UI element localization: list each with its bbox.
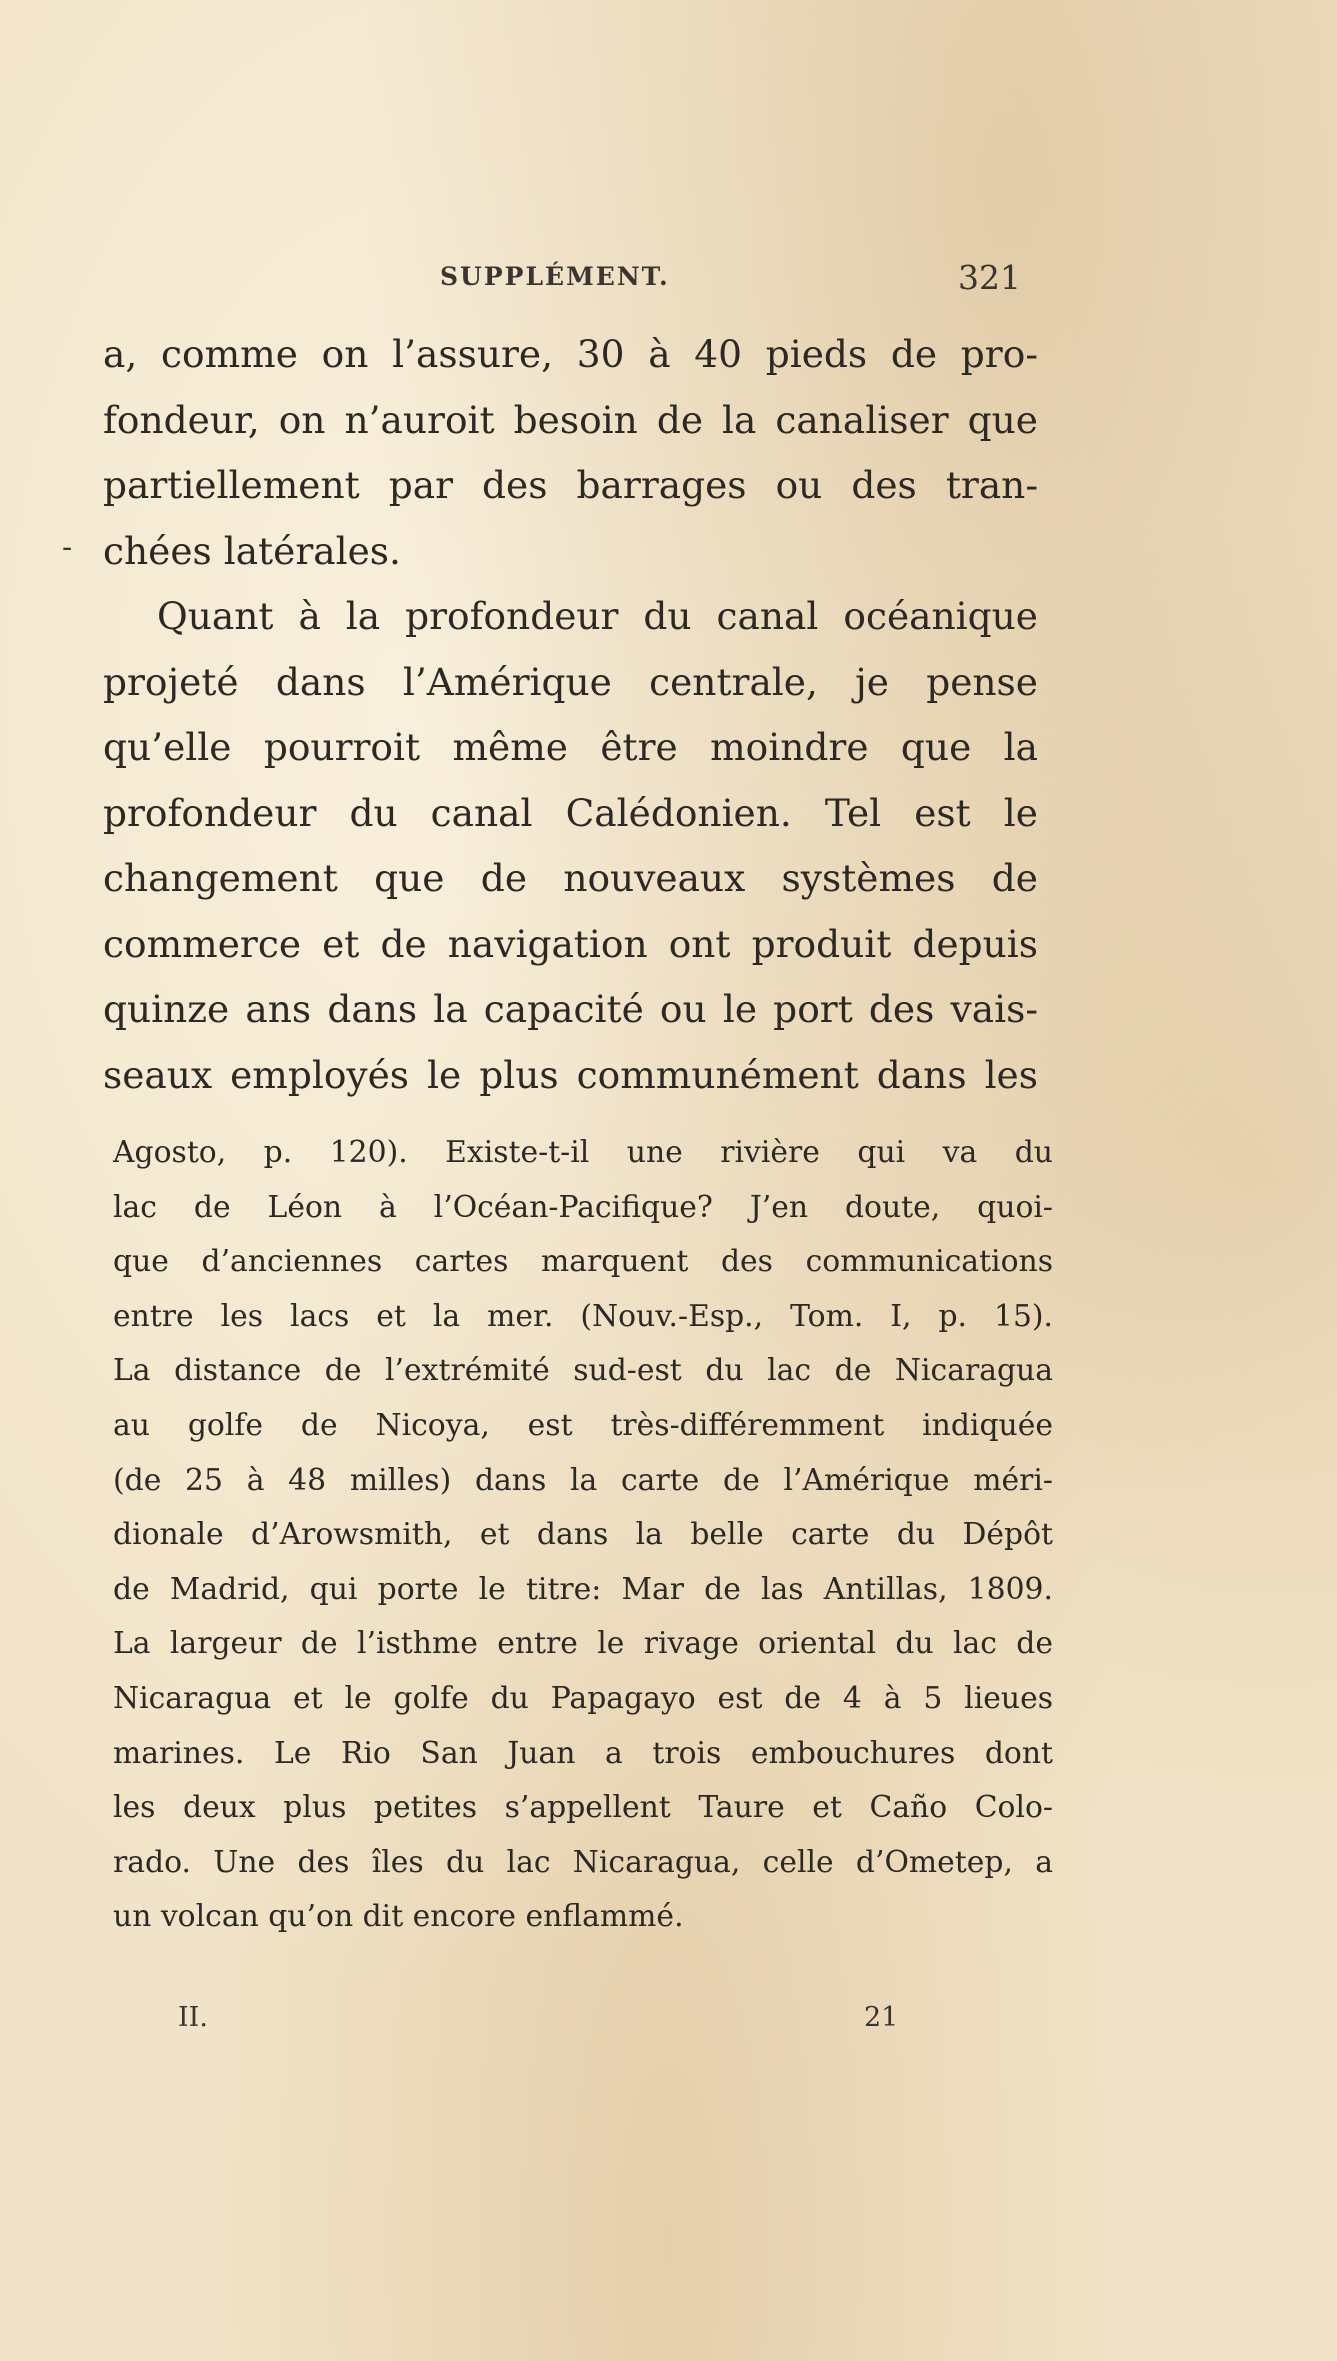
text-line: fondeur, on n’auroit besoin de la canaliser que [103, 397, 1038, 442]
footnote-line: dionale d’Arowsmith, et dans la belle carte du Dépôt [113, 1517, 1053, 1553]
page-number: 321 [958, 258, 1021, 297]
footnote-line: rado. Une des îles du lac Nicaragua, celle d’Ometep, a [113, 1844, 1053, 1880]
footnote-line: La distance de l’extrémité sud-est du lac de Nicaragua [113, 1353, 1053, 1389]
footnote-line: (de 25 à 48 milles) dans la carte de l’Amérique méri- [113, 1462, 1053, 1498]
main-text [103, 322, 1038, 1108]
text-line: chées latérales. [103, 528, 401, 573]
text-line: projeté dans l’Amérique centrale, je pense [103, 659, 1038, 704]
text-line: quinze ans dans la capacité ou le port des vais- [103, 987, 1038, 1031]
text-line: qu’elle pourroit même être moindre que la [103, 725, 1038, 769]
footnote-line: marines. Le Rio San Juan a trois embouchures dont [113, 1735, 1053, 1771]
footnote-line: que d’anciennes cartes marquent des communications [113, 1244, 1053, 1280]
text-line: seaux employés le plus communément dans les [103, 1052, 1038, 1097]
margin-mark: - [62, 530, 73, 565]
footnote-line: au golfe de Nicoya, est très-différemment indiquée [113, 1407, 1053, 1443]
text-line: partiellement par des barrages ou des tran- [103, 463, 1038, 507]
footnote-line: de Madrid, qui porte le titre: Mar de las Antillas, 1809. [113, 1571, 1053, 1607]
footnote-line: Agosto, p. 120). Existe-t-il une rivière qui va du [113, 1135, 1053, 1170]
text-line: profondeur du canal Calédonien. Tel est le [103, 790, 1038, 835]
footnote-line: La largeur de l’isthme entre le rivage oriental du lac de [113, 1626, 1053, 1662]
text-line: commerce et de navigation ont produit depuis [103, 921, 1038, 966]
footnote-block [113, 1126, 1053, 1945]
text-line: a, comme on l’assure, 30 à 40 pieds de pro- [103, 332, 1038, 376]
footnote-line: Nicaragua et le golfe du Papagayo est de 4 à 5 lieues [113, 1680, 1053, 1716]
text-line: Quant à la profondeur du canal océanique [157, 594, 1038, 638]
footnote-line: les deux plus petites s’appellent Taure et Caño Colo- [113, 1790, 1053, 1826]
footnote-line: entre les lacs et la mer. (Nouv.-Esp., Tom. I, p. 15). [113, 1298, 1053, 1334]
text-line: changement que de nouveaux systèmes de [103, 856, 1038, 900]
footnote-line: un volcan qu’on dit encore enflammé. [113, 1899, 684, 1935]
running-title: SUPPLÉMENT. [440, 262, 670, 291]
signature-mark: II. [178, 2002, 208, 2033]
footnote-line: lac de Léon à l’Océan-Pacifique? J’en doute, quoi- [113, 1189, 1053, 1225]
gathering-number: 21 [864, 2002, 899, 2033]
running-head [0, 258, 1337, 302]
